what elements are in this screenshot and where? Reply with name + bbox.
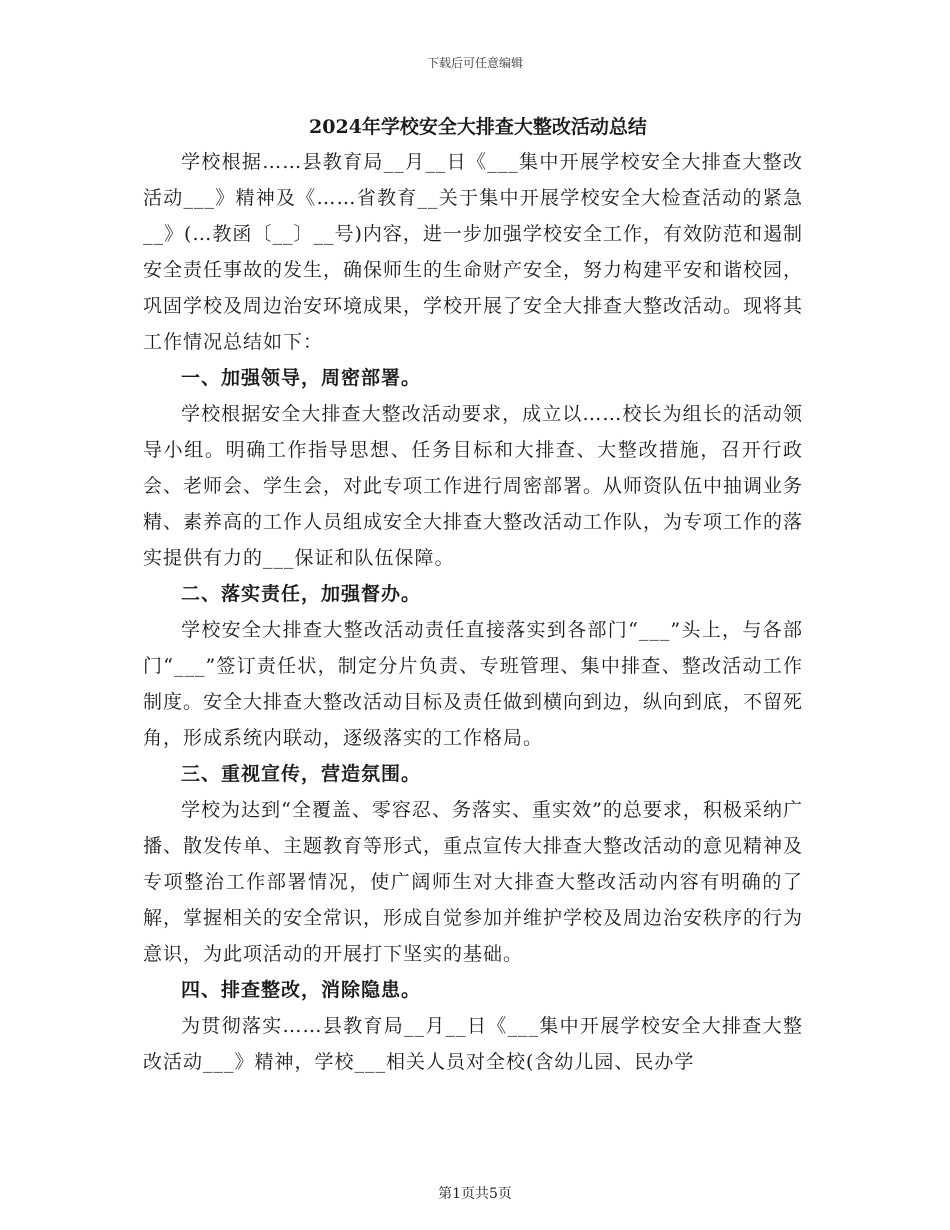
- section-heading-4: 四、排查整改，消除隐患。: [181, 979, 422, 1001]
- section-heading-1: 一、加强领导，周密部署。: [181, 367, 422, 389]
- document-body: [143, 110, 803, 1080]
- document-title: 2024年学校安全大排查大整改活动总结: [309, 116, 647, 138]
- section-heading-2: 二、落实责任，加强督办。: [181, 583, 422, 605]
- section-heading-3: 三、重视宣传，营造氛围。: [181, 763, 422, 785]
- page-number-footer: 第1页共5页: [438, 1186, 512, 1202]
- paragraph-intro: 学校根据……县教育局__月__日《___集中开展学校安全大排查大整改活动___》精神及《……省教育__关于集中开展学校安全大检查活动的紧急__》(…教函〔__〕__号)内容，进一步加强学校安全工作，有效防范和遏制安全责任事故的发生，确保师生的生命财产安全，努力构建平安和谐校园，巩固学校及周边治安环境成果，学校开展了安全大排查大整改活动。现将其工作情况总结如下：: [143, 151, 804, 353]
- paragraph-section-1: 学校根据安全大排查大整改活动要求，成立以……校长为组长的活动领导小组。明确工作指导思想、任务目标和大排查、大整改措施，召开行政会、老师会、学生会，对此专项工作进行周密部署。从师资队伍中抽调业务精、素养高的工作人员组成安全大排查大整改活动工作队，为专项工作的落实提供有力的___保证和队伍保障。: [143, 403, 804, 569]
- paragraph-section-4: 为贯彻落实……县教育局__月__日《___集中开展学校安全大排查大整改活动___》精神，学校___相关人员对全校(含幼儿园、民办学: [143, 1015, 803, 1073]
- page-header-note: 下载后可任意编辑: [426, 56, 523, 70]
- paragraph-section-3: 学校为达到“全覆盖、零容忍、务落实、重实效”的总要求，积极采纳广播、散发传单、主题教育等形式，重点宣传大排查大整改活动的意见精神及专项整治工作部署情况，使广阔师生对大排查大整改活动内容有明确的了解，掌握相关的安全常识，形成自觉参加并维护学校及周边治安秩序的行为意识，为此项活动的开展打下坚实的基础。: [143, 799, 804, 965]
- paragraph-section-2: 学校安全大排查大整改活动责任直接落实到各部门“___”头上，与各部门“___”签订责任状，制定分片负责、专班管理、集中排查、整改活动工作制度。安全大排查大整改活动目标及责任做到横向到边，纵向到底，不留死角，形成系统内联动，逐级落实的工作格局。: [143, 619, 804, 749]
